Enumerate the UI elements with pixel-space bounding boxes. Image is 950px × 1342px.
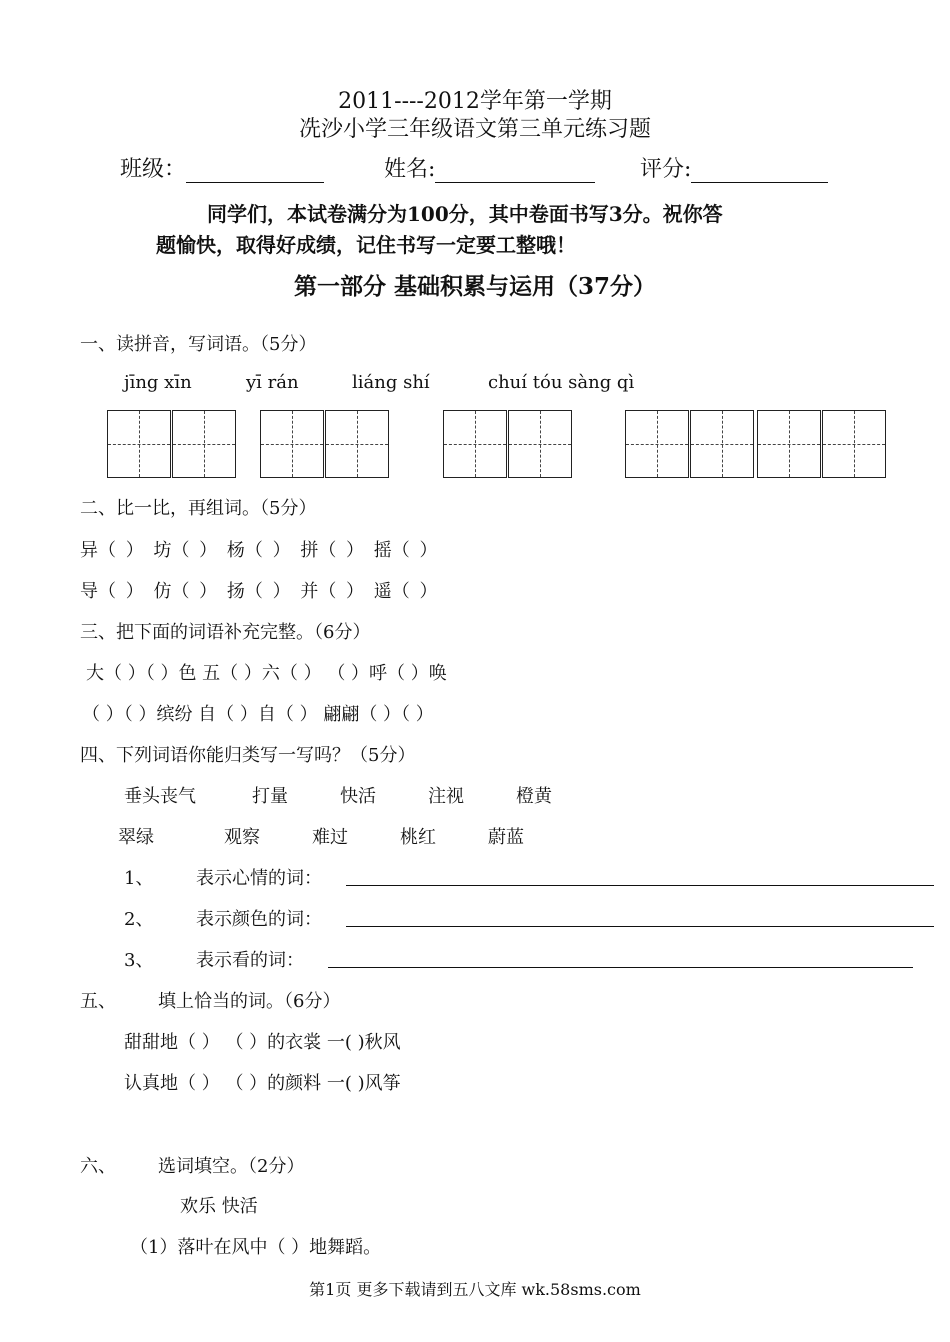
pinyin-1: jīng xīn bbox=[124, 372, 192, 393]
class-blank[interactable] bbox=[186, 158, 324, 183]
page-footer: 第1页 更多下载请到五八文库 wk.58sms.com bbox=[309, 1280, 641, 1299]
q1-title: 一、读拼音，写词语。（5分） bbox=[80, 334, 317, 355]
answer-line[interactable] bbox=[328, 966, 913, 968]
score-blank[interactable] bbox=[691, 158, 828, 183]
writing-grid-box[interactable] bbox=[625, 410, 689, 478]
q4-word: 快活 bbox=[340, 786, 376, 807]
q4-item-num: 1、 bbox=[124, 868, 154, 889]
class-label: 班级： bbox=[120, 157, 187, 182]
intro-line-1: 同学们，本试卷满分为100分，其中卷面书写3分。祝你答 bbox=[207, 202, 723, 226]
pinyin-2: yī rán bbox=[246, 372, 299, 393]
q4-item-num: 3、 bbox=[124, 950, 154, 971]
q4-item-label: 表示看的词： bbox=[196, 950, 304, 971]
q5-row-2: 认真地（ ） （ ）的颜料 一( )风筝 bbox=[124, 1073, 401, 1094]
q6-title: 选词填空。（2分） bbox=[158, 1156, 305, 1177]
page-title: 冼沙小学三年级语文第三单元练习题 bbox=[298, 117, 651, 142]
q4-word: 翠绿 bbox=[118, 827, 154, 848]
name-field bbox=[384, 152, 595, 183]
q4-word: 垂头丧气 bbox=[124, 786, 196, 807]
q6-choices: 欢乐 快活 bbox=[180, 1196, 258, 1217]
answer-line[interactable] bbox=[346, 925, 934, 927]
q5-row-1: 甜甜地（ ） （ ）的衣裳 一( )秋风 bbox=[124, 1032, 401, 1053]
q4-word: 蔚蓝 bbox=[488, 827, 524, 848]
writing-grid-box[interactable] bbox=[172, 410, 236, 478]
writing-grid-box[interactable] bbox=[690, 410, 754, 478]
writing-grid-box[interactable] bbox=[325, 410, 389, 478]
name-blank[interactable] bbox=[435, 158, 595, 183]
q2-row-2: 导（ ） 仿（ ） 扬（ ） 并（ ） 遥（ ） bbox=[80, 581, 438, 602]
pinyin-4: chuí tóu sàng qì bbox=[488, 372, 635, 393]
class-field bbox=[120, 152, 324, 183]
q5-num: 五、 bbox=[80, 991, 116, 1012]
q6-num: 六、 bbox=[80, 1156, 116, 1177]
writing-grid-box[interactable] bbox=[107, 410, 171, 478]
q4-title: 四、下列词语你能归类写一写吗？（5分） bbox=[80, 745, 416, 766]
q4-word: 观察 bbox=[224, 827, 260, 848]
q3-title: 三、把下面的词语补充完整。（6分） bbox=[80, 622, 371, 643]
answer-line[interactable] bbox=[346, 884, 934, 886]
q6-item-1: （1）落叶在风中（ ）地舞蹈。 bbox=[130, 1237, 382, 1258]
q4-item-num: 2、 bbox=[124, 909, 154, 930]
q4-word: 桃红 bbox=[400, 827, 436, 848]
q2-row-1: 异（ ） 坊（ ） 杨（ ） 拼（ ） 摇（ ） bbox=[80, 540, 438, 561]
q4-word: 打量 bbox=[252, 786, 288, 807]
writing-grid-box[interactable] bbox=[260, 410, 324, 478]
name-label: 姓名: bbox=[384, 157, 436, 182]
writing-grid-box[interactable] bbox=[443, 410, 507, 478]
writing-grid-box[interactable] bbox=[822, 410, 886, 478]
part1-heading: 第一部分 基础积累与运用（37分） bbox=[293, 273, 656, 300]
writing-grid-box[interactable] bbox=[508, 410, 572, 478]
writing-grid-box[interactable] bbox=[757, 410, 821, 478]
pinyin-3: liáng shí bbox=[352, 372, 430, 393]
q5-title: 填上恰当的词。（6分） bbox=[158, 991, 341, 1012]
q4-word: 难过 bbox=[312, 827, 348, 848]
q2-title: 二、比一比，再组词。（5分） bbox=[80, 498, 317, 519]
q4-word: 注视 bbox=[428, 786, 464, 807]
q4-item-label: 表示颜色的词： bbox=[196, 909, 322, 930]
q4-word: 橙黄 bbox=[516, 786, 552, 807]
q3-row-1: 大（ ）（ ）色 五（ ）六（ ） （ ）呼（ ）唤 bbox=[86, 663, 447, 684]
score-label: 评分: bbox=[640, 157, 692, 182]
intro-line-2: 题愉快，取得好成绩，记住书写一定要工整哦！ bbox=[156, 233, 576, 257]
score-field bbox=[640, 152, 828, 183]
q3-row-2: （ ）（ ）缤纷 自（ ）自（ ） 翩翩（ ）（ ） bbox=[82, 704, 434, 725]
year-line: 2011----2012学年第一学期 bbox=[338, 89, 612, 114]
q4-item-label: 表示心情的词： bbox=[196, 868, 322, 889]
